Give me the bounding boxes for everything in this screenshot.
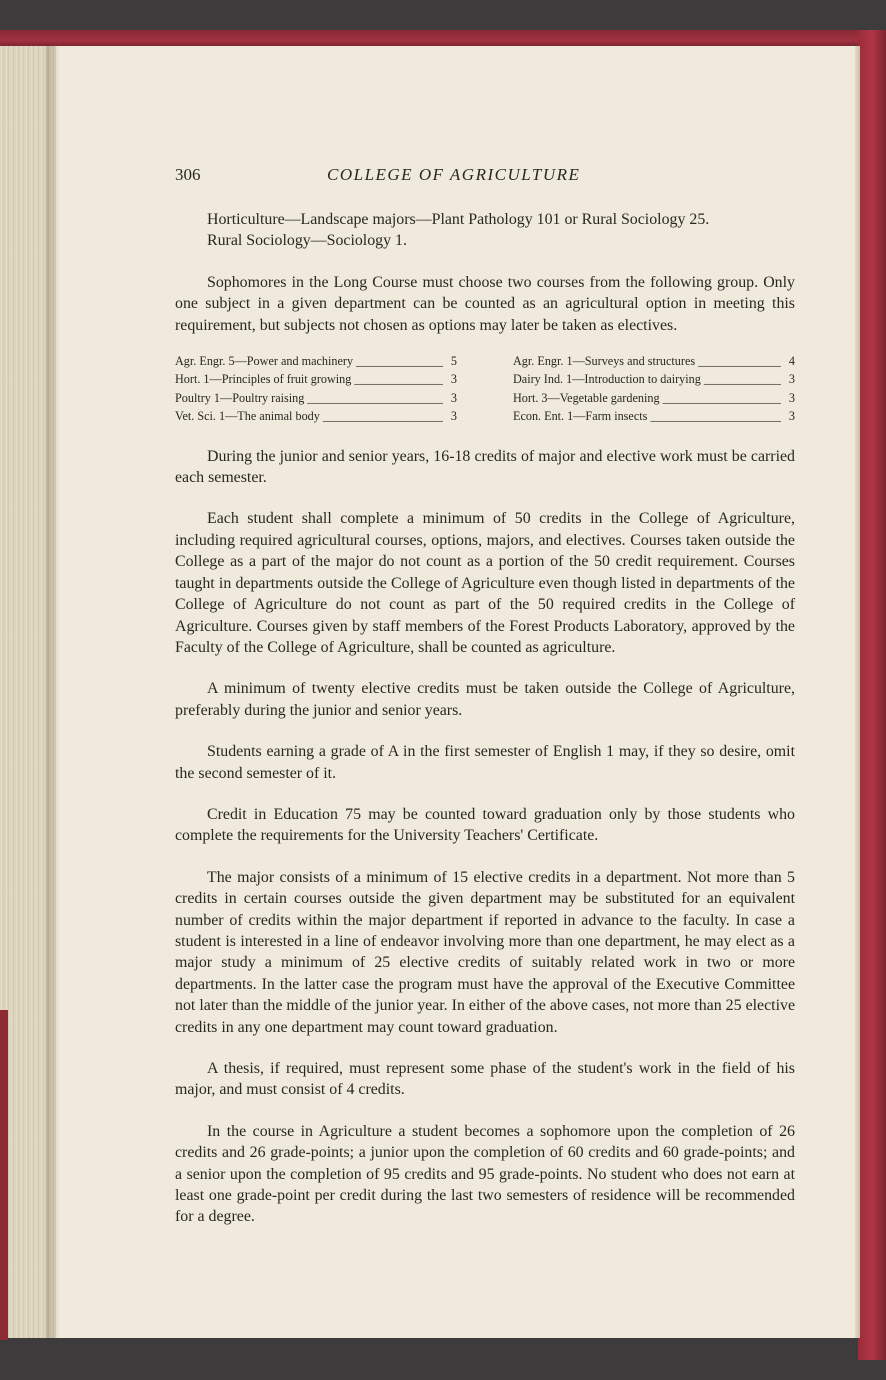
course-row	[513, 370, 795, 388]
course-row	[513, 407, 795, 425]
course-row	[175, 370, 457, 388]
paragraph-credit-load: During the junior and senior years, 16-18 credits of major and elective work must be carried each semester.	[175, 447, 795, 487]
course-credits: 3	[788, 372, 795, 387]
paragraph-college-credits: Each student shall complete a minimum of 50 credits in the College of Agriculture, including required agricultural courses, options, majors, and electives. Courses taken outside the College as a part of the major do not count as a portion of the 50 credit requirement. Courses taught in departments outside the College of Agriculture even though listed in departments of the College of Agriculture do not count as part of the 50 required credits in the College of Agriculture. Courses given by staff members of the Forest Products Laboratory, approved by the Faculty of the College of Agriculture, shall be counted as agriculture.	[175, 510, 795, 656]
paragraph-major: The major consists of a minimum of 15 elective credits in a department. Not more than 5 credits in certain courses outside the given department may be substituted for an equivalent number of credits within the major department if reported in advance to the faculty. In case a student is interested in a line of endeavor involving more than one department, he may elect as a major study a minimum of 25 elective credits of suitably related work in two or more departments. In the latter case the program must have the approval of the Executive Committee not later than the middle of the junior year. In either of the above cases, not more than 25 elective credits in any one department may count toward graduation.	[175, 868, 795, 1036]
course-name: Hort. 3—Vegetable gardening _____	[513, 389, 781, 407]
course-credits: 5	[450, 354, 457, 369]
page-content	[175, 165, 795, 1228]
sophomore-paragraph: Sophomores in the Long Course must choose two courses from the following group. Only one subject in a given department can be counted as an agricultural option in meeting this requirement, but subjects not chosen as options may later be taken as electives.	[175, 273, 795, 334]
course-name: Econ. Ent. 1—Farm insects _____	[513, 407, 781, 425]
course-credits: 3	[788, 409, 795, 424]
course-credits: 3	[450, 390, 457, 405]
course-credits: 3	[450, 372, 457, 387]
paragraph-english: Students earning a grade of A in the first semester of English 1 may, if they so desire, omit the second semester of it.	[175, 743, 795, 782]
intro-line: Rural Sociology—Sociology 1.	[207, 232, 407, 250]
running-title: COLLEGE OF AGRICULTURE	[327, 165, 581, 184]
course-name: Dairy Ind. 1—Introduction to dairying _____	[513, 370, 781, 388]
intro-lines	[175, 209, 795, 252]
course-name: Agr. Engr. 1—Surveys and structures _____	[513, 352, 781, 370]
page-gutter-shadow	[46, 46, 60, 1338]
paragraph-class-standing: In the course in Agriculture a student becomes a sophomore upon the completion of 26 credits and 26 grade-points; a junior upon the completion of 60 credits and 60 grade-points; and a senior upon the completion of 95 credits and 95 grade-points. No student who does not earn at least one grade-point per credit during the last two semesters of residence will be recommended for a degree.	[175, 1122, 795, 1226]
course-name: Agr. Engr. 5—Power and machinery _____	[175, 352, 443, 370]
course-name: Poultry 1—Poultry raising _____	[175, 389, 443, 407]
course-credits: 3	[450, 409, 457, 424]
course-row	[513, 389, 795, 407]
course-options-table	[175, 352, 795, 426]
course-credits: 3	[788, 390, 795, 405]
spine-edge	[0, 1010, 8, 1340]
paragraph-thesis: A thesis, if required, must represent some phase of the student's work in the field of his major, and must consist of 4 credits.	[175, 1060, 795, 1099]
course-name: Vet. Sci. 1—The animal body _____	[175, 407, 443, 425]
course-credits: 4	[788, 354, 795, 369]
course-row	[513, 352, 795, 370]
page-right-edge	[855, 46, 860, 1338]
book-cover-right	[858, 30, 886, 1360]
running-head	[175, 165, 795, 191]
paragraph-outside-electives: A minimum of twenty elective credits must be taken outside the College of Agriculture, preferably during the junior and senior years.	[175, 680, 795, 719]
paragraph-education: Credit in Education 75 may be counted toward graduation only by those students who complete the requirements for the University Teachers' Certificate.	[175, 805, 795, 845]
course-row	[175, 389, 457, 407]
intro-line: Horticulture—Landscape majors—Plant Pathology 101 or Rural Sociology 25.	[207, 211, 710, 228]
course-row	[175, 352, 457, 370]
course-column-right	[513, 352, 795, 426]
course-row	[175, 407, 457, 425]
course-column-left	[175, 352, 457, 426]
page-number: 306	[175, 165, 201, 184]
course-name: Hort. 1—Principles of fruit growing _____	[175, 370, 443, 388]
